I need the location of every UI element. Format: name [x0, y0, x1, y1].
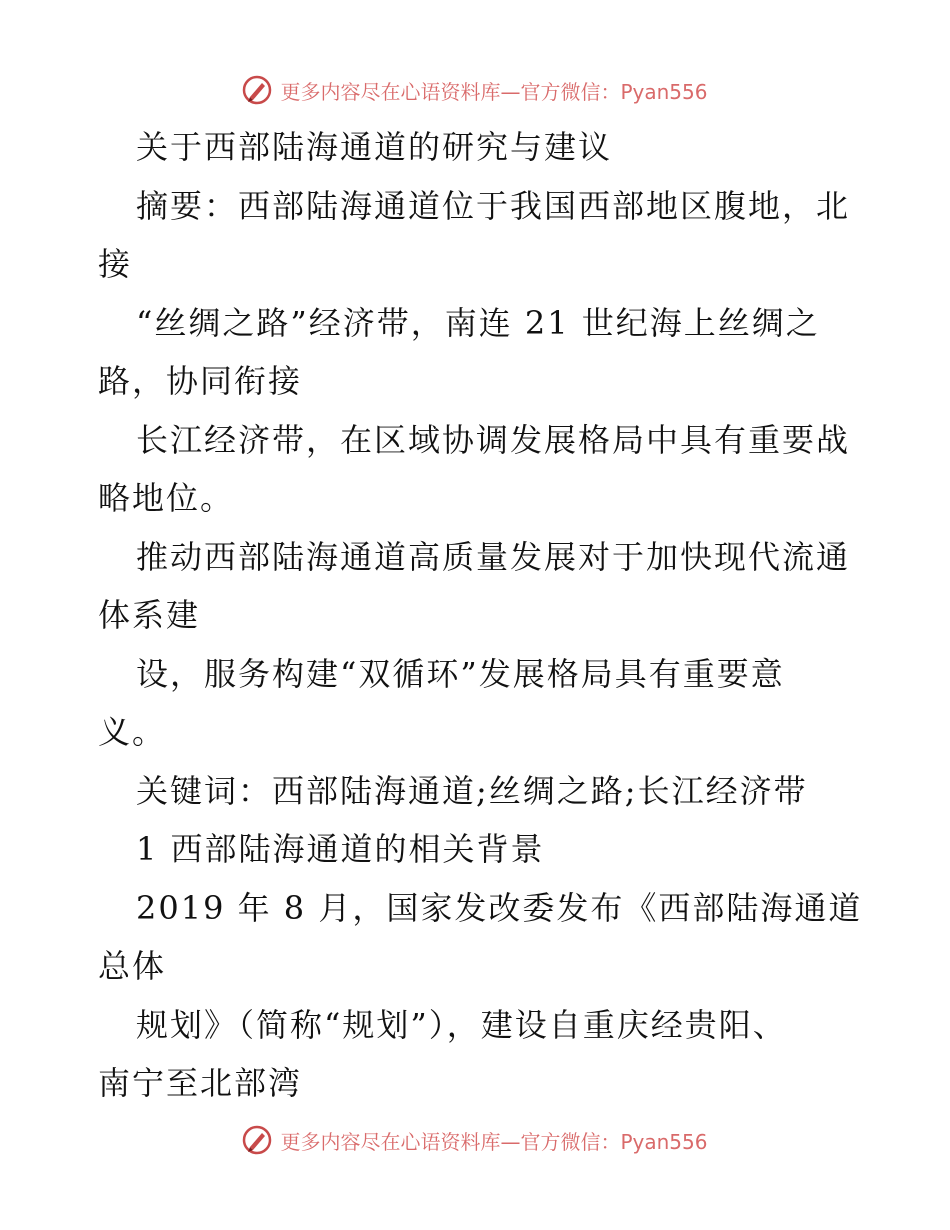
pen-logo-icon	[242, 75, 272, 105]
body-line: 义。	[98, 713, 167, 751]
body-line: 路，协同衔接	[98, 362, 303, 400]
body-line: 南宁至北部湾	[98, 1064, 303, 1102]
watermark-text: 更多内容尽在心语资料库—官方微信：Pyan556	[280, 79, 708, 104]
abstract-line: 摘要：西部陆海通道位于我国西部地区腹地，北	[136, 186, 851, 225]
watermark-text: 更多内容尽在心语资料库—官方微信：Pyan556	[280, 1129, 708, 1154]
pen-logo-icon	[242, 1125, 272, 1155]
body-line: 总体	[98, 947, 167, 985]
body-line: “丝绸之路”经济带，南连 21 世纪海上丝绸之	[136, 303, 820, 342]
body-line: 规划》（简称“规划”），建设自重庆经贵阳、	[136, 1005, 787, 1044]
body-line: 体系建	[98, 596, 201, 634]
body-line: 推动西部陆海通道高质量发展对于加快现代流通	[136, 537, 851, 576]
body-line: 2019 年 8 月，国家发改委发布《西部陆海通道	[136, 888, 863, 927]
body-line: 设，服务构建“双循环”发展格局具有重要意	[136, 654, 785, 693]
document-body	[98, 118, 863, 1113]
section-heading: 1 西部陆海通道的相关背景	[136, 830, 545, 868]
header-watermark-banner	[0, 70, 950, 110]
body-line: 长江经济带，在区域协调发展格局中具有重要战	[136, 420, 851, 459]
body-line: 略地位。	[98, 479, 235, 517]
doc-title: 关于西部陆海通道的研究与建议	[136, 128, 613, 166]
body-line: 接	[98, 245, 133, 283]
footer-watermark-banner	[0, 1120, 950, 1160]
keywords-line: 关键词：西部陆海通道;丝绸之路;长江经济带	[136, 771, 808, 810]
